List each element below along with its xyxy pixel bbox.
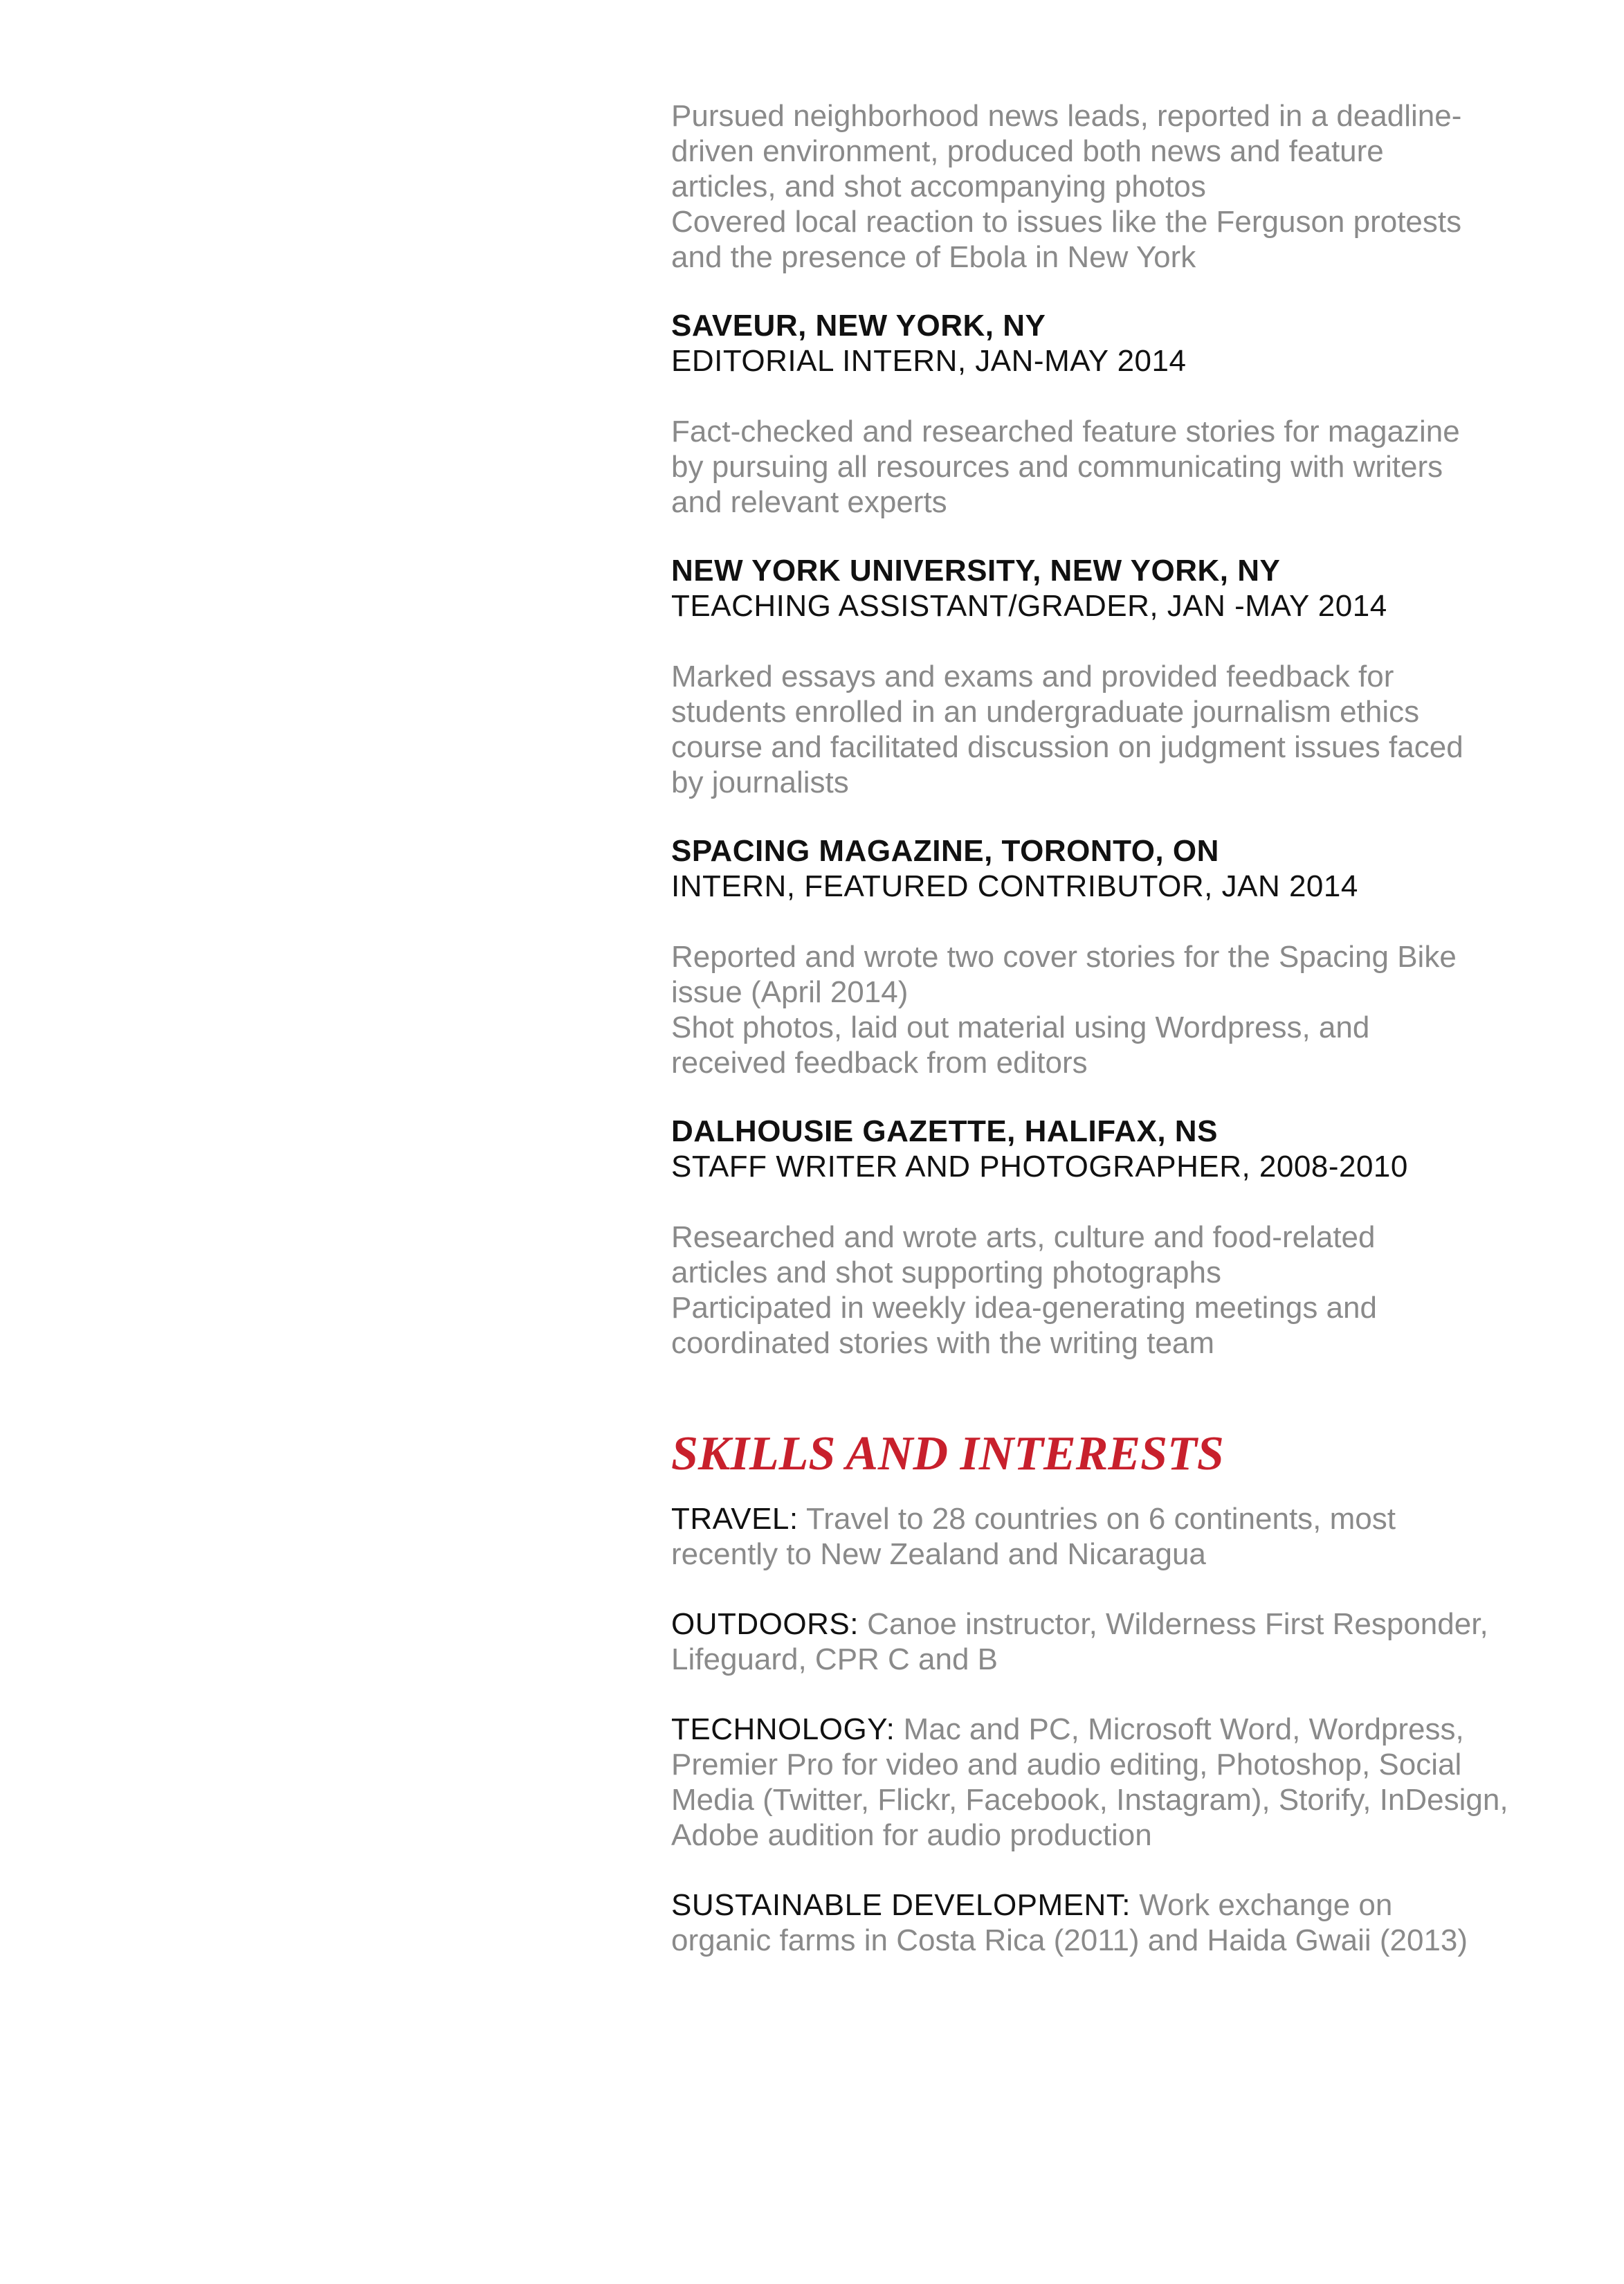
skill-text: Canoe instructor, Wilderness First Responder, (858, 1607, 1488, 1641)
experience-entry-saveur (671, 308, 1543, 520)
job-description (671, 1220, 1543, 1361)
experience-entry-spacing (671, 833, 1543, 1080)
skills-section-heading: SKILLS AND INTERESTS (671, 1427, 1224, 1480)
description-line: and the presence of Ebola in New York (671, 240, 1196, 274)
skill-text: Mac and PC, Microsoft Word, Wordpress, (895, 1712, 1464, 1746)
skill-text: Work exchange on (1131, 1888, 1393, 1922)
skill-text: organic farms in Costa Rica (2011) and Haida Gwaii (2013) (671, 1923, 1468, 1957)
skill-item-technology (671, 1712, 1543, 1853)
skill-text: Lifeguard, CPR C and B (671, 1642, 998, 1676)
description-line: issue (April 2014) (671, 975, 909, 1009)
description-line: articles, and shot accompanying photos (671, 170, 1206, 203)
organization-title: SAVEUR, NEW YORK, NY (671, 309, 1046, 343)
intro-description (671, 98, 1543, 275)
job-description (671, 659, 1543, 800)
job-description (671, 414, 1543, 520)
job-role: EDITORIAL INTERN, JAN-MAY 2014 (671, 344, 1187, 378)
skill-label: TECHNOLOGY: (671, 1712, 895, 1746)
description-line: students enrolled in an undergraduate journalism ethics (671, 695, 1420, 729)
job-role: STAFF WRITER AND PHOTOGRAPHER, 2008-2010 (671, 1150, 1408, 1184)
description-line: driven environment, produced both news and feature (671, 134, 1384, 168)
description-line: by journalists (671, 765, 849, 799)
content-column (671, 98, 1543, 1958)
description-line: Covered local reaction to issues like the Ferguson protests (671, 205, 1462, 239)
description-line: course and facilitated discussion on judgment issues faced (671, 730, 1463, 764)
description-line: coordinated stories with the writing team (671, 1326, 1215, 1360)
description-line: Fact-checked and researched feature stories for magazine (671, 415, 1460, 448)
description-line: by pursuing all resources and communicating with writers (671, 450, 1443, 484)
description-line: Shot photos, laid out material using Wordpress, and (671, 1010, 1370, 1044)
skill-label: OUTDOORS: (671, 1607, 859, 1641)
experience-entry-dalhousie (671, 1114, 1543, 1361)
description-line: Marked essays and exams and provided feedback for (671, 660, 1394, 694)
description-line: received feedback from editors (671, 1046, 1088, 1080)
skill-text: Media (Twitter, Flickr, Facebook, Instagram), Storify, InDesign, (671, 1783, 1508, 1817)
skill-text: Premier Pro for video and audio editing, Photoshop, Social (671, 1748, 1462, 1782)
description-line: articles and shot supporting photographs (671, 1256, 1221, 1289)
job-role: INTERN, FEATURED CONTRIBUTOR, JAN 2014 (671, 869, 1358, 903)
experience-entry-nyu (671, 553, 1543, 800)
organization-title: DALHOUSIE GAZETTE, HALIFAX, NS (671, 1114, 1218, 1148)
skill-text: Travel to 28 countries on 6 continents, most (798, 1502, 1396, 1536)
skill-item-outdoors (671, 1606, 1543, 1677)
skill-text: recently to New Zealand and Nicaragua (671, 1537, 1206, 1571)
description-line: Researched and wrote arts, culture and food-related (671, 1220, 1376, 1254)
description-line: Participated in weekly idea-generating meetings and (671, 1291, 1377, 1325)
skill-item-sustainable-development (671, 1887, 1543, 1958)
skill-text: Adobe audition for audio production (671, 1818, 1152, 1852)
organization-title: NEW YORK UNIVERSITY, NEW YORK, NY (671, 554, 1281, 588)
skill-label: SUSTAINABLE DEVELOPMENT: (671, 1888, 1131, 1922)
skill-item-travel (671, 1501, 1543, 1572)
description-line: Pursued neighborhood news leads, reported in a deadline- (671, 99, 1462, 133)
organization-title: SPACING MAGAZINE, TORONTO, ON (671, 834, 1219, 868)
job-role: TEACHING ASSISTANT/GRADER, JAN -MAY 2014 (671, 589, 1387, 623)
skill-label: TRAVEL: (671, 1502, 799, 1536)
job-description (671, 939, 1543, 1080)
description-line: Reported and wrote two cover stories for the Spacing Bike (671, 940, 1457, 974)
description-line: and relevant experts (671, 485, 947, 519)
